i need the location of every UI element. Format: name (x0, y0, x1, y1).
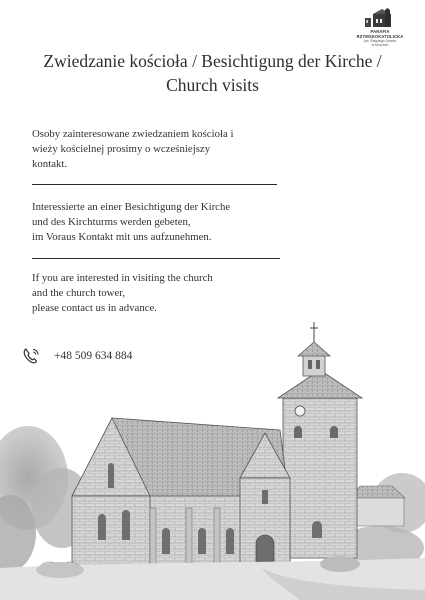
church-logo-icon (363, 8, 397, 28)
logo-subtitle-2: w Mrozach (371, 43, 389, 48)
divider (32, 184, 277, 185)
english-line: If you are interested in visiting the church (32, 272, 213, 284)
title-line-2: Church visits (166, 75, 259, 95)
church-sketch-illustration (0, 318, 425, 600)
english-line: please contact us in advance. (32, 302, 158, 315)
german-line: im Voraus Kontakt mit uns aufzunehmen. (32, 231, 212, 244)
polish-line: wieży kościelnej prosimy o wcześniejszy (32, 143, 211, 156)
phone-number: +48 509 634 884 (54, 350, 133, 362)
german-line: Interessierte an einer Besichtigung der Kirche (32, 201, 231, 213)
german-paragraph (32, 200, 292, 246)
polish-paragraph (32, 127, 292, 173)
english-line: and the church tower, (32, 287, 126, 300)
page-title (20, 49, 405, 97)
polish-line: Osoby zainteresowane zwiedzaniem kościoła i (32, 128, 234, 140)
logo-subtitle-1: pw. Świętego Józefa (364, 39, 396, 43)
parish-logo (349, 8, 411, 48)
divider (32, 258, 280, 259)
german-line: und des Kirchturms werden gebeten, (32, 216, 191, 229)
title-line-1: Zwiedzanie kościoła / Besichtigung der Kirche / (43, 51, 382, 71)
logo-title: PARAFIA RZYMSKOKATOLICKA (356, 29, 404, 39)
english-paragraph (32, 271, 292, 317)
polish-line: kontakt. (32, 158, 68, 171)
